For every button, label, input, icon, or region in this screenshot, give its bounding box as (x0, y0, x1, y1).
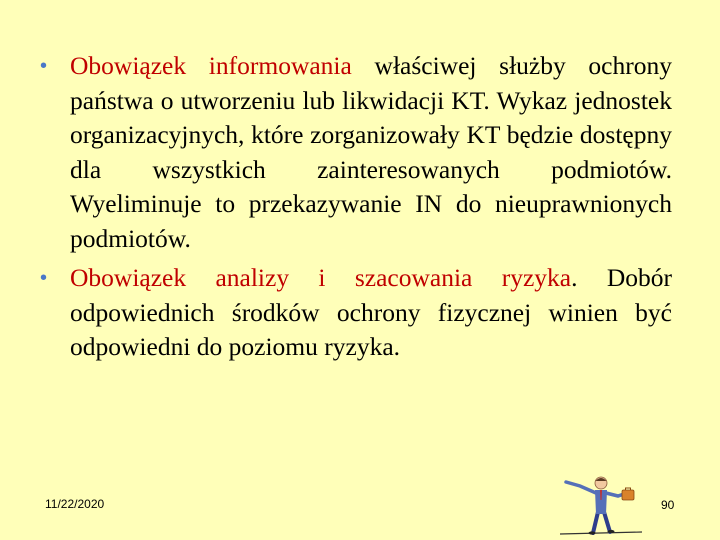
bullet-item (40, 261, 672, 365)
briefcase-shape (622, 490, 634, 500)
bullet-item (40, 49, 672, 256)
rope-line (560, 532, 642, 534)
bullet-text: . Dobór odpowiednich środków ochrony fizycznej winien być odpowiedni do poziomu ryzyka. (70, 263, 672, 361)
bullet-emphasis: Obowiązek analizy i szacowania ryzyka (70, 263, 572, 292)
legs-shape (593, 512, 610, 533)
tightrope-businessman-clipart (560, 468, 642, 540)
bullet-emphasis: Obowiązek informowania (70, 51, 352, 80)
bullet-list (40, 49, 672, 365)
footer-date: 11/22/2020 (45, 497, 105, 511)
right-arm-shape (606, 493, 624, 496)
bullet-text: właściwej służby ochrony państwa o utworzeniu lub likwidacji KT. Wykaz jednostek organizacyjnych, które zorganizowały KT będzie dostępny dla wszystkich zainteresowanych podmiotów. Wyeliminuje to przekazywanie IN do nieuprawnionych podmiotów. (70, 51, 672, 253)
bullet-dot-icon: • (40, 55, 48, 77)
left-arm-shape (566, 482, 596, 493)
shoe-shape (589, 531, 596, 534)
shoe-shape (608, 530, 615, 533)
bullet-dot-icon: • (40, 267, 48, 289)
page-number: 90 (661, 498, 675, 512)
